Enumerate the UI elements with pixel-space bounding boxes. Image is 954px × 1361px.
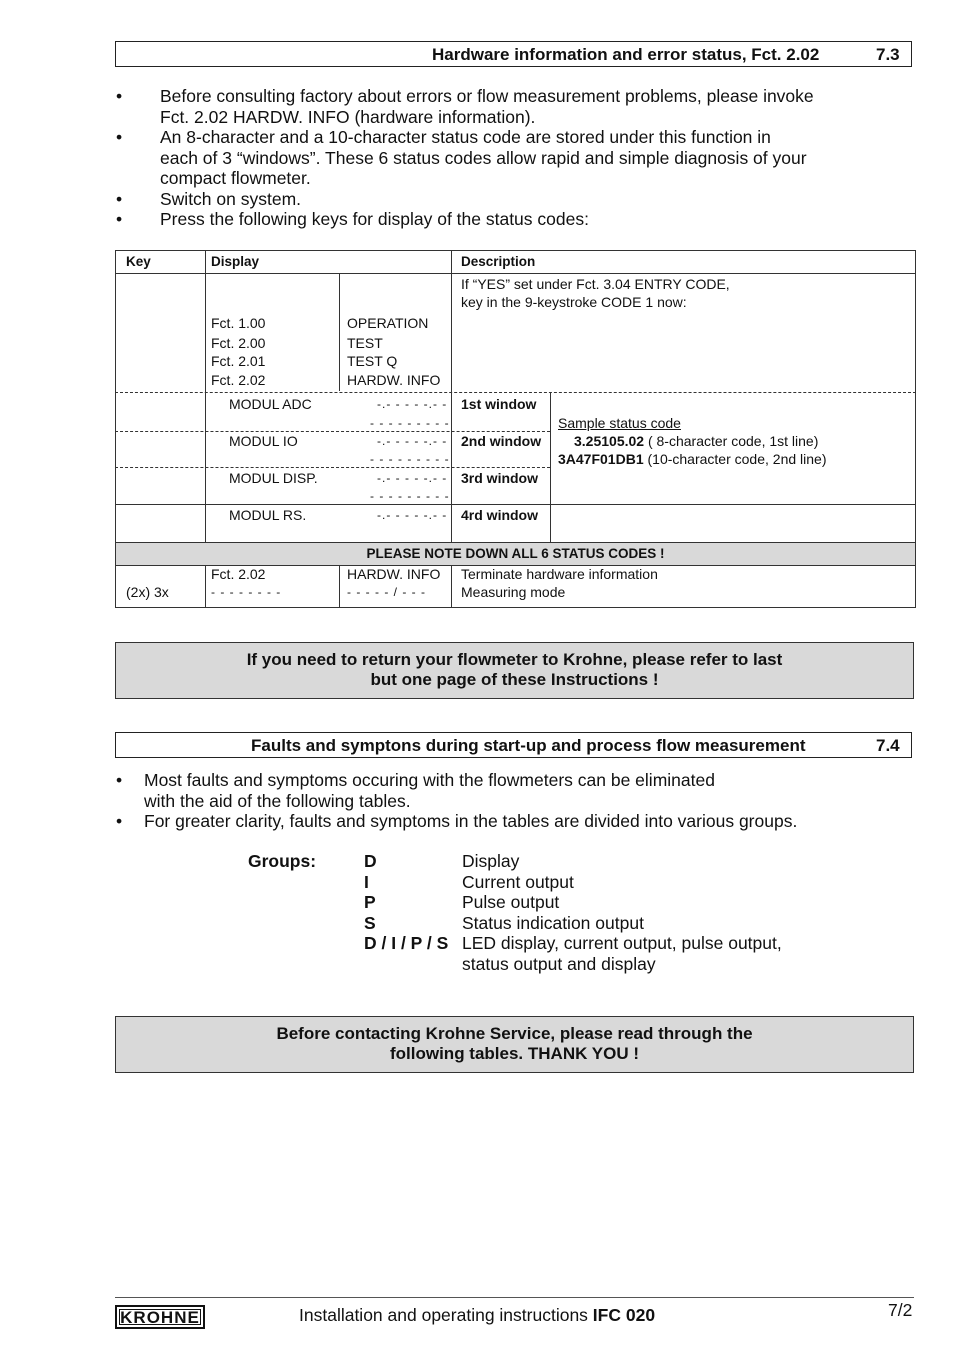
fct-code: Fct. 2.01: [211, 353, 266, 369]
group-code: I: [364, 871, 369, 892]
section-7-4-header: [115, 732, 912, 758]
col-line-window: [550, 392, 551, 542]
bullet-glyph: •: [116, 770, 123, 790]
final-fct-dashes: - - - - - - - -: [211, 585, 282, 599]
bullet-2-line-1: For greater clarity, faults and symptoms in the tables are divided into various groups.: [144, 811, 798, 831]
bullet-glyph: •: [116, 86, 123, 106]
return-notice: [115, 642, 914, 699]
group-code: D: [364, 851, 377, 871]
display-dashes: - - - - - - - - -: [370, 416, 450, 430]
page-number: 7/2: [888, 1300, 913, 1320]
group-desc: Current output: [462, 871, 574, 892]
section-7-4-bullets: [116, 770, 876, 832]
module-name: MODUL DISP.: [229, 470, 318, 486]
final-key: (2x) 3x: [126, 584, 169, 600]
group-code: P: [364, 892, 376, 912]
module-name: MODUL IO: [229, 433, 298, 449]
col-line-display: [451, 250, 452, 542]
fct-name: HARDW. INFO: [347, 372, 441, 388]
fct-code: Fct. 2.02: [211, 372, 266, 388]
group-desc: status output and display: [462, 953, 656, 974]
group-desc: LED display, current output, pulse output,: [462, 933, 782, 953]
notice-line-1: Before contacting Krohne Service, please read through the: [276, 1024, 753, 1043]
bullet-1-line-2: with the aid of the following tables.: [144, 790, 411, 811]
notice-line-1: If you need to return your flowmeter to Krohne, please refer to last: [246, 650, 783, 669]
sample-code-1-desc: ( 8-character code, 1st line): [644, 433, 819, 449]
footer-rule: [115, 1297, 914, 1298]
section-number: 7.3: [876, 45, 900, 64]
fct-code: Fct. 1.00: [211, 315, 266, 331]
col-line-fct-bottom: [339, 565, 340, 608]
groups-label: Groups:: [248, 851, 317, 871]
bullet-2-line-2: each of 3 “windows”. These 6 status codes allow rapid and simple diagnosis of your: [160, 147, 807, 168]
final-desc-1: Terminate hardware information: [461, 566, 658, 582]
display-dashes: -.- - - - -.- -: [377, 471, 448, 485]
group-desc: Status indication output: [462, 912, 644, 933]
row-separator: [115, 467, 550, 468]
bullet-glyph: •: [116, 209, 123, 229]
bullet-glyph: •: [116, 188, 123, 209]
intro-line-2: key in the 9-keystroke CODE 1 now:: [461, 294, 687, 310]
groups-list: [0, 851, 954, 976]
col-line-display-bottom: [451, 565, 452, 608]
service-notice: [115, 1016, 914, 1073]
final-desc-2: Measuring mode: [461, 584, 566, 600]
module-name: MODUL RS.: [229, 507, 307, 523]
header-description: Description: [461, 254, 536, 269]
notice-line-2: following tables. THANK YOU !: [389, 1044, 640, 1063]
display-dashes: -.- - - - -.- -: [377, 434, 448, 448]
display-dashes: - - - - - - - - -: [370, 489, 450, 503]
bullet-2-line-3: compact flowmeter.: [160, 168, 311, 188]
col-line-key: [205, 250, 206, 542]
group-code: D / I / P / S: [364, 933, 449, 953]
fct-name: TEST Q: [347, 353, 398, 369]
section-7-3-bullets: [116, 86, 876, 231]
group-code: S: [364, 912, 376, 933]
fct-code: Fct. 2.00: [211, 335, 266, 351]
group-desc: Pulse output: [462, 892, 560, 912]
final-name: HARDW. INFO: [347, 566, 441, 582]
footer-product: IFC 020: [592, 1305, 656, 1325]
sample-code-1: [574, 432, 818, 450]
window-label: 3rd window: [461, 470, 538, 486]
window-label: 4rd window: [461, 507, 538, 523]
table-border-top: [115, 250, 916, 251]
notice-line-2: but one page of these Instructions !: [370, 670, 659, 689]
sample-code-2-value: 3A47F01DB1: [558, 451, 644, 467]
intro-line-1: If “YES” set under Fct. 3.04 ENTRY CODE,: [461, 276, 730, 292]
note-text: PLEASE NOTE DOWN ALL 6 STATUS CODES !: [366, 546, 665, 561]
display-dashes: -.- - - - -.- -: [377, 508, 448, 522]
bullet-3-line-1: Switch on system.: [160, 188, 302, 209]
window-label: 2nd window: [461, 433, 542, 449]
bullet-1-line-1: Before consulting factory about errors or flow measurement problems, please invoke: [160, 86, 814, 106]
bullet-1-line-1: Most faults and symptoms occuring with the flowmeters can be eliminated: [144, 770, 715, 790]
bullet-4-line-1: Press the following keys for display of the status codes:: [160, 209, 589, 229]
krohne-logo: [115, 1305, 205, 1329]
group-desc: Display: [462, 851, 520, 871]
bullet-glyph: •: [116, 127, 123, 147]
table-border-bottom: [115, 607, 916, 608]
section-title: Hardware information and error status, Fct. 2.02: [432, 45, 820, 64]
section-title: Faults and symptons during start-up and process flow measurement: [251, 736, 806, 755]
final-fct: Fct. 2.02: [211, 566, 266, 582]
col-line-fct: [339, 273, 340, 391]
row-separator: [115, 392, 916, 393]
sample-code-2: [558, 450, 826, 468]
display-dashes: -.- - - - -.- -: [377, 397, 448, 411]
sample-title: Sample status code: [558, 415, 681, 431]
sample-code-2-desc: (10-character code, 2nd line): [643, 451, 827, 467]
footer-text: [299, 1305, 655, 1326]
sample-code-1-value: 3.25105.02: [574, 433, 645, 449]
section-number: 7.4: [876, 736, 900, 755]
fct-name: TEST: [347, 335, 383, 351]
bullet-glyph: •: [116, 811, 123, 831]
fct-name: OPERATION: [347, 315, 429, 331]
status-code-table: [115, 250, 916, 608]
display-dashes: - - - - - - - - -: [370, 452, 450, 466]
header-key: Key: [126, 254, 151, 269]
final-name-dashes: - - - - - / - - -: [347, 585, 426, 599]
bullet-1-line-2: Fct. 2.02 HARDW. INFO (hardware information).: [160, 106, 536, 127]
header-separator: [115, 273, 916, 274]
bullet-2-line-1: An 8-character and a 10-character status code are stored under this function in: [160, 127, 771, 147]
module-name: MODUL ADC: [229, 396, 312, 412]
row-separator: [115, 504, 916, 505]
footer-label: Installation and operating instructions: [299, 1305, 593, 1325]
logo-text: KROHNE: [120, 1308, 200, 1327]
col-line-key-bottom: [205, 565, 206, 608]
header-display: Display: [211, 254, 260, 269]
window-label: 1st window: [461, 396, 537, 412]
section-7-3-header: [115, 41, 912, 67]
